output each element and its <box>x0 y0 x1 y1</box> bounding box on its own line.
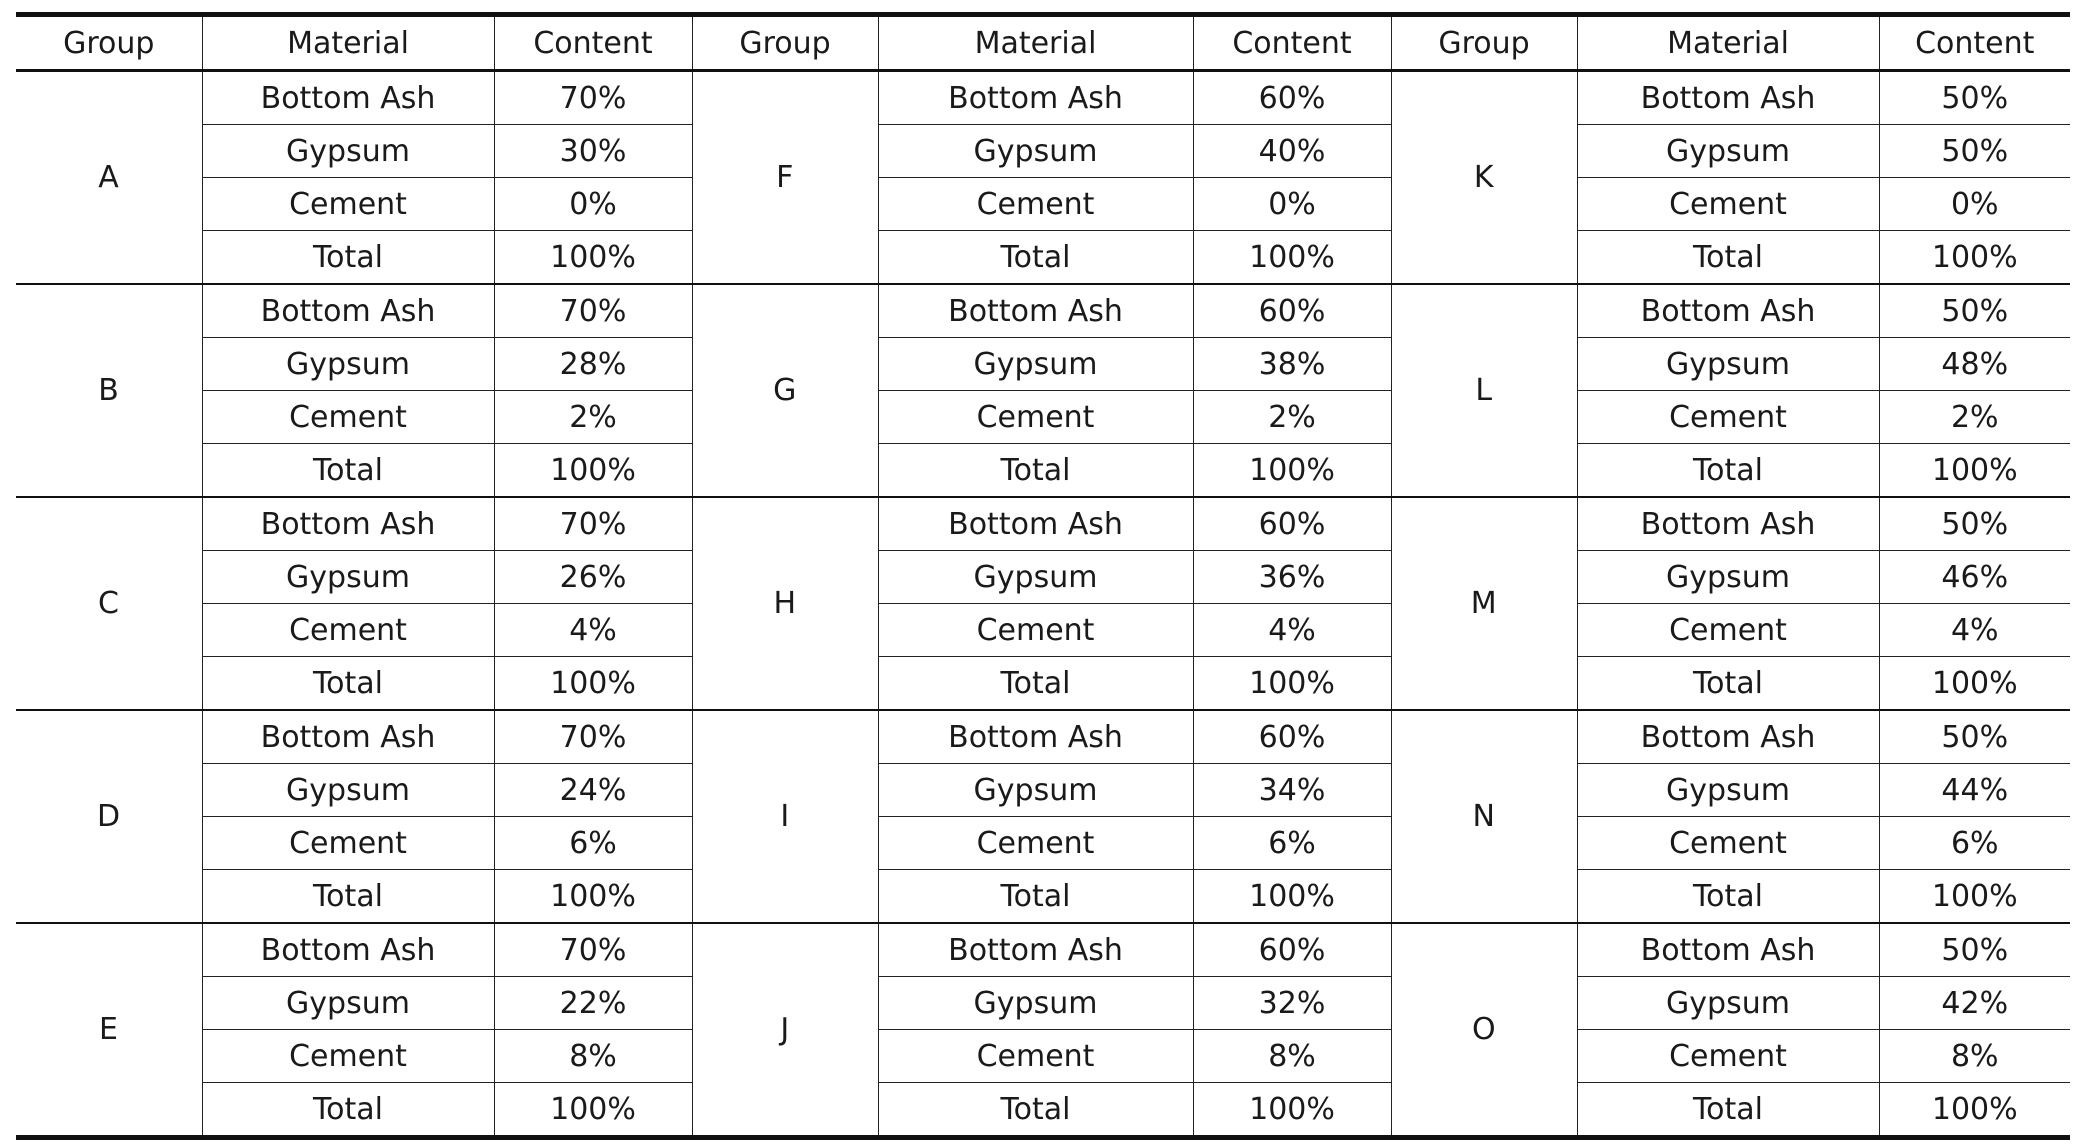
content-cell: 100% <box>494 870 692 924</box>
table-row <box>16 551 2070 604</box>
content-cell: 8% <box>494 1030 692 1083</box>
table-header <box>16 15 2070 71</box>
content-cell: 0% <box>1879 178 2070 231</box>
material-cell: Cement <box>878 391 1193 444</box>
content-cell: 48% <box>1879 338 2070 391</box>
table-row <box>16 444 2070 498</box>
content-cell: 22% <box>494 977 692 1030</box>
material-cell: Bottom Ash <box>202 71 494 125</box>
material-cell: Bottom Ash <box>878 71 1193 125</box>
content-cell: 44% <box>1879 764 2070 817</box>
material-cell: Gypsum <box>202 551 494 604</box>
material-cell: Gypsum <box>202 764 494 817</box>
material-cell: Gypsum <box>878 125 1193 178</box>
material-cell: Cement <box>878 817 1193 870</box>
material-cell: Bottom Ash <box>1577 923 1879 977</box>
material-cell: Bottom Ash <box>202 710 494 764</box>
content-cell: 60% <box>1193 497 1391 551</box>
table-row <box>16 391 2070 444</box>
material-cell: Gypsum <box>1577 764 1879 817</box>
material-cell: Cement <box>1577 604 1879 657</box>
content-cell: 50% <box>1879 710 2070 764</box>
table-row <box>16 178 2070 231</box>
content-cell: 6% <box>494 817 692 870</box>
content-cell: 24% <box>494 764 692 817</box>
material-cell: Gypsum <box>202 338 494 391</box>
material-cell: Cement <box>1577 391 1879 444</box>
content-cell: 70% <box>494 923 692 977</box>
group-label-cell: A <box>16 71 202 285</box>
material-cell: Bottom Ash <box>202 284 494 338</box>
material-cell: Cement <box>202 1030 494 1083</box>
material-cell: Total <box>202 1083 494 1138</box>
material-cell: Bottom Ash <box>1577 710 1879 764</box>
content-cell: 100% <box>1879 870 2070 924</box>
group-label-cell: B <box>16 284 202 497</box>
content-cell: 50% <box>1879 125 2070 178</box>
header-group: Group <box>1391 15 1577 71</box>
material-cell: Total <box>202 870 494 924</box>
content-cell: 2% <box>1193 391 1391 444</box>
material-cell: Total <box>1577 657 1879 711</box>
material-cell: Total <box>878 1083 1193 1138</box>
content-cell: 70% <box>494 71 692 125</box>
content-cell: 42% <box>1879 977 2070 1030</box>
header-group: Group <box>16 15 202 71</box>
content-cell: 36% <box>1193 551 1391 604</box>
table-row <box>16 977 2070 1030</box>
table-row <box>16 497 2070 551</box>
material-cell: Cement <box>1577 178 1879 231</box>
material-cell: Total <box>1577 444 1879 498</box>
material-cell: Total <box>878 231 1193 285</box>
content-cell: 100% <box>1193 657 1391 711</box>
header-group: Group <box>692 15 878 71</box>
material-cell: Bottom Ash <box>878 497 1193 551</box>
material-cell: Gypsum <box>878 551 1193 604</box>
content-cell: 32% <box>1193 977 1391 1030</box>
material-cell: Gypsum <box>202 125 494 178</box>
table-row <box>16 1083 2070 1138</box>
header-content: Content <box>1193 15 1391 71</box>
group-label-cell: E <box>16 923 202 1138</box>
table-row <box>16 817 2070 870</box>
material-cell: Gypsum <box>878 977 1193 1030</box>
group-label-cell: F <box>692 71 878 285</box>
content-cell: 100% <box>494 657 692 711</box>
table-row <box>16 923 2070 977</box>
content-cell: 30% <box>494 125 692 178</box>
content-cell: 2% <box>1879 391 2070 444</box>
content-cell: 4% <box>1193 604 1391 657</box>
table-row <box>16 284 2070 338</box>
material-cell: Total <box>878 870 1193 924</box>
content-cell: 70% <box>494 284 692 338</box>
content-cell: 4% <box>494 604 692 657</box>
content-cell: 100% <box>1193 444 1391 498</box>
group-label-cell: N <box>1391 710 1577 923</box>
material-cell: Cement <box>202 178 494 231</box>
group-label-cell: G <box>692 284 878 497</box>
content-cell: 6% <box>1879 817 2070 870</box>
material-cell: Total <box>878 657 1193 711</box>
material-cell: Total <box>1577 1083 1879 1138</box>
material-cell: Cement <box>878 604 1193 657</box>
material-cell: Bottom Ash <box>878 284 1193 338</box>
table-row <box>16 1030 2070 1083</box>
material-cell: Total <box>202 444 494 498</box>
content-cell: 100% <box>494 444 692 498</box>
header-content: Content <box>494 15 692 71</box>
content-cell: 100% <box>1193 231 1391 285</box>
content-cell: 60% <box>1193 923 1391 977</box>
header-row <box>16 15 2070 71</box>
material-cell: Bottom Ash <box>202 497 494 551</box>
mix-proportion-table <box>16 12 2070 1140</box>
material-cell: Cement <box>202 817 494 870</box>
table-row <box>16 231 2070 285</box>
content-cell: 26% <box>494 551 692 604</box>
material-cell: Cement <box>202 391 494 444</box>
material-cell: Gypsum <box>878 338 1193 391</box>
header-content: Content <box>1879 15 2070 71</box>
group-label-cell: C <box>16 497 202 710</box>
content-cell: 50% <box>1879 71 2070 125</box>
content-cell: 100% <box>494 1083 692 1138</box>
content-cell: 60% <box>1193 710 1391 764</box>
group-label-cell: K <box>1391 71 1577 285</box>
group-label-cell: H <box>692 497 878 710</box>
material-cell: Gypsum <box>1577 338 1879 391</box>
table-row <box>16 604 2070 657</box>
content-cell: 100% <box>1879 231 2070 285</box>
content-cell: 0% <box>494 178 692 231</box>
material-cell: Cement <box>202 604 494 657</box>
material-cell: Cement <box>878 178 1193 231</box>
group-label-cell: M <box>1391 497 1577 710</box>
content-cell: 6% <box>1193 817 1391 870</box>
group-label-cell: O <box>1391 923 1577 1138</box>
material-cell: Bottom Ash <box>1577 497 1879 551</box>
content-cell: 100% <box>1193 1083 1391 1138</box>
content-cell: 4% <box>1879 604 2070 657</box>
material-cell: Gypsum <box>1577 125 1879 178</box>
table-row <box>16 710 2070 764</box>
material-cell: Bottom Ash <box>878 923 1193 977</box>
material-cell: Gypsum <box>878 764 1193 817</box>
content-cell: 46% <box>1879 551 2070 604</box>
content-cell: 2% <box>494 391 692 444</box>
content-cell: 100% <box>1879 1083 2070 1138</box>
content-cell: 50% <box>1879 923 2070 977</box>
table-row <box>16 338 2070 391</box>
material-cell: Gypsum <box>1577 551 1879 604</box>
content-cell: 28% <box>494 338 692 391</box>
material-cell: Gypsum <box>1577 977 1879 1030</box>
material-cell: Bottom Ash <box>1577 284 1879 338</box>
content-cell: 34% <box>1193 764 1391 817</box>
content-cell: 40% <box>1193 125 1391 178</box>
material-cell: Cement <box>878 1030 1193 1083</box>
material-cell: Cement <box>1577 817 1879 870</box>
header-material: Material <box>1577 15 1879 71</box>
material-cell: Total <box>202 657 494 711</box>
table-body <box>16 71 2070 1138</box>
content-cell: 100% <box>1879 444 2070 498</box>
content-cell: 100% <box>494 231 692 285</box>
group-label-cell: D <box>16 710 202 923</box>
material-cell: Bottom Ash <box>878 710 1193 764</box>
group-label-cell: J <box>692 923 878 1138</box>
material-cell: Bottom Ash <box>202 923 494 977</box>
material-cell: Total <box>202 231 494 285</box>
header-material: Material <box>878 15 1193 71</box>
content-cell: 50% <box>1879 284 2070 338</box>
header-material: Material <box>202 15 494 71</box>
content-cell: 60% <box>1193 284 1391 338</box>
content-cell: 38% <box>1193 338 1391 391</box>
table-row <box>16 125 2070 178</box>
group-label-cell: I <box>692 710 878 923</box>
group-label-cell: L <box>1391 284 1577 497</box>
material-cell: Bottom Ash <box>1577 71 1879 125</box>
content-cell: 8% <box>1879 1030 2070 1083</box>
content-cell: 100% <box>1193 870 1391 924</box>
table-row <box>16 657 2070 711</box>
content-cell: 60% <box>1193 71 1391 125</box>
content-cell: 8% <box>1193 1030 1391 1083</box>
table-row <box>16 870 2070 924</box>
content-cell: 100% <box>1879 657 2070 711</box>
material-cell: Cement <box>1577 1030 1879 1083</box>
material-cell: Total <box>878 444 1193 498</box>
table-row <box>16 71 2070 125</box>
content-cell: 0% <box>1193 178 1391 231</box>
content-cell: 50% <box>1879 497 2070 551</box>
content-cell: 70% <box>494 710 692 764</box>
material-cell: Total <box>1577 870 1879 924</box>
table-row <box>16 764 2070 817</box>
material-cell: Gypsum <box>202 977 494 1030</box>
material-cell: Total <box>1577 231 1879 285</box>
content-cell: 70% <box>494 497 692 551</box>
